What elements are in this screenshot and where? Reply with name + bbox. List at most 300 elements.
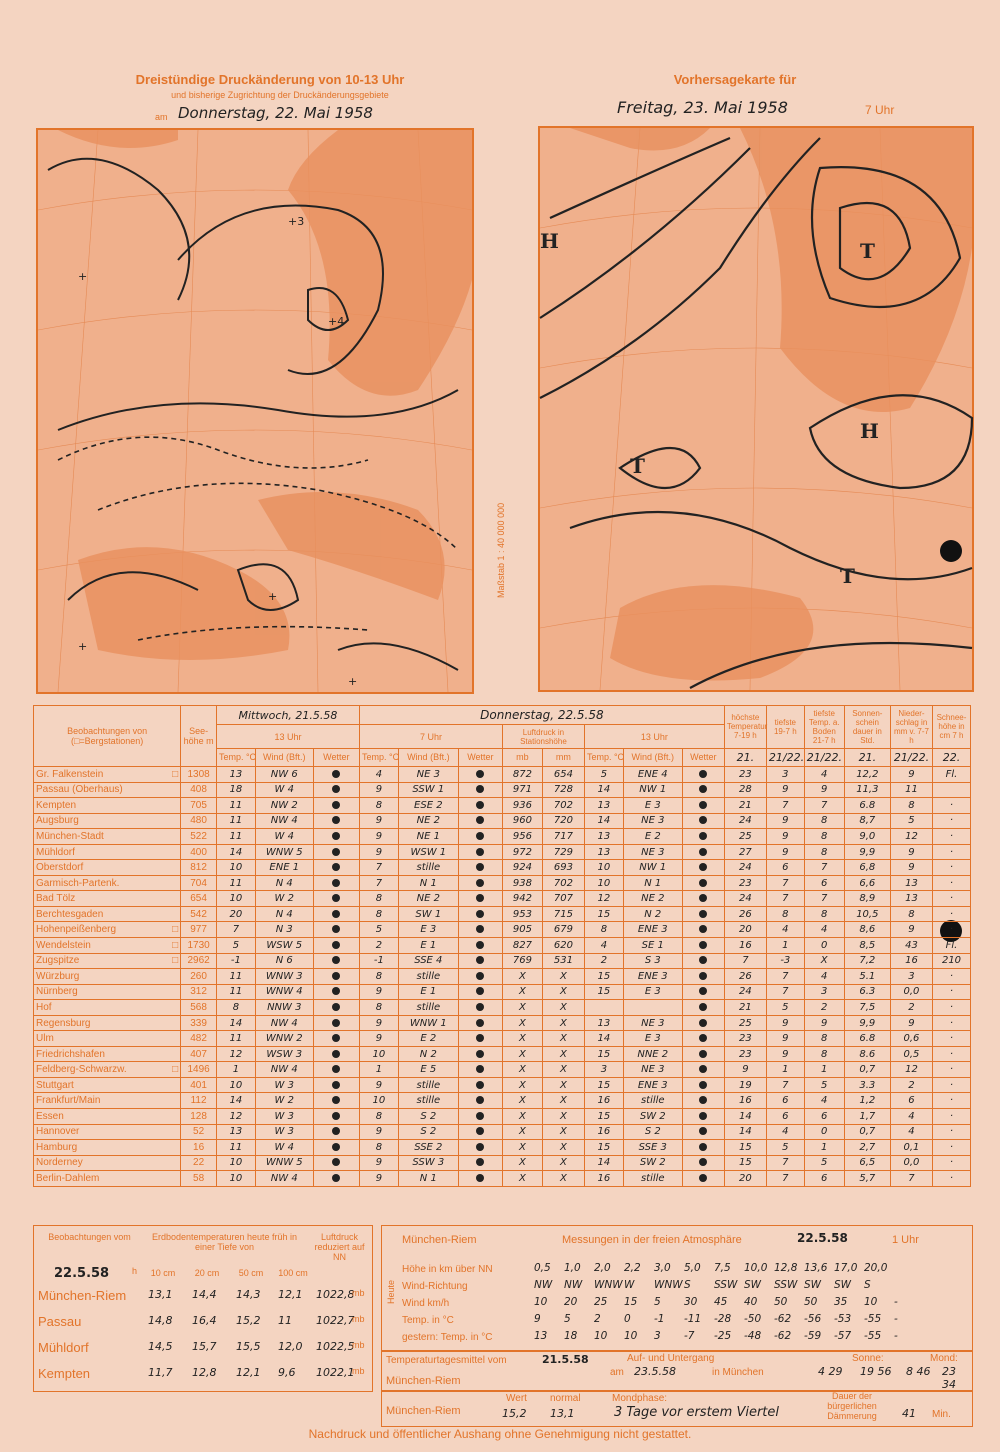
temp-day2-13h bbox=[584, 1000, 623, 1016]
weather-symbol-icon bbox=[332, 1081, 340, 1089]
moon-box-station: München-Riem bbox=[386, 1405, 461, 1417]
wind-day2-13h: ENE 3 bbox=[623, 969, 682, 985]
soil-temp-value: 12,0 bbox=[278, 1340, 303, 1353]
weather-day1 bbox=[313, 906, 359, 922]
wind-day2-7h: NE 2 bbox=[398, 813, 458, 829]
wind-day2-13h: E 3 bbox=[623, 1031, 682, 1047]
station-name-text: Zugspitze bbox=[36, 955, 80, 967]
temp-max: 19 bbox=[724, 1077, 766, 1093]
atmos-value: 13 bbox=[534, 1330, 548, 1342]
soil-station: München-Riem bbox=[38, 1288, 127, 1303]
atmos-value: SSW bbox=[774, 1279, 798, 1291]
temp-day1: 18 bbox=[216, 782, 255, 798]
temp-max: 15 bbox=[724, 1140, 766, 1156]
weather-symbol-icon bbox=[332, 1158, 340, 1166]
temp-day2-13h: 12 bbox=[584, 891, 623, 907]
temp-day2-7h: 8 bbox=[359, 798, 398, 814]
table-row bbox=[34, 1046, 971, 1062]
weather-day2-13h bbox=[682, 969, 724, 985]
station-elevation: 401 bbox=[181, 1077, 217, 1093]
temp-min: 8 bbox=[766, 906, 804, 922]
weather-symbol-icon bbox=[699, 987, 707, 995]
weather-symbol-icon bbox=[332, 956, 340, 964]
sunshine: 2,7 bbox=[844, 1140, 890, 1156]
weather-day2-13h bbox=[682, 1062, 724, 1078]
weather-day2-13h bbox=[682, 1000, 724, 1016]
pressure-mb: X bbox=[502, 1046, 542, 1062]
temp-day2-7h: 9 bbox=[359, 829, 398, 845]
moon-phase-label: Mondphase: bbox=[612, 1393, 668, 1404]
observations-body bbox=[34, 767, 971, 1187]
table-row bbox=[34, 906, 971, 922]
temp-day2-7h: 7 bbox=[359, 875, 398, 891]
weather-symbol-icon bbox=[699, 848, 707, 856]
weather-day2-7h bbox=[458, 938, 502, 954]
temp-day2-13h: 15 bbox=[584, 1077, 623, 1093]
weather-day1 bbox=[313, 1124, 359, 1140]
table-row bbox=[34, 875, 971, 891]
weather-symbol-icon bbox=[699, 832, 707, 840]
temp-max: 27 bbox=[724, 844, 766, 860]
header-tmax: höchste Temperatur 7-19 h bbox=[724, 706, 766, 749]
soil-temp-value: 12,1 bbox=[278, 1288, 303, 1301]
pressure-mb: X bbox=[502, 984, 542, 1000]
weather-day1 bbox=[313, 1031, 359, 1047]
pressure-mb: 936 bbox=[502, 798, 542, 814]
atmos-value: 9 bbox=[534, 1313, 541, 1325]
snow-depth: · bbox=[933, 798, 971, 814]
weather-day2-7h bbox=[458, 1155, 502, 1171]
temp-min: 6 bbox=[766, 1109, 804, 1125]
weather-day1 bbox=[313, 1155, 359, 1171]
moon-set: 23 34 bbox=[942, 1365, 956, 1391]
temp-min: 1 bbox=[766, 1062, 804, 1078]
soil-pressure-value: 1022,5 bbox=[316, 1340, 355, 1353]
station-name bbox=[34, 922, 181, 938]
temp-min: 4 bbox=[766, 922, 804, 938]
weather-symbol-icon bbox=[476, 816, 484, 824]
precipitation: 4 bbox=[890, 1109, 932, 1125]
wind-day2-7h: E 2 bbox=[398, 1031, 458, 1047]
wind-day2-7h: WSW 1 bbox=[398, 844, 458, 860]
temp-day2-13h: 10 bbox=[584, 860, 623, 876]
station-elevation: 1730 bbox=[181, 938, 217, 954]
temp-day1: 11 bbox=[216, 984, 255, 1000]
station-name: Frankfurt/Main bbox=[34, 1093, 181, 1109]
wind-day1: NW 6 bbox=[255, 767, 313, 783]
pressure-mm: X bbox=[542, 1124, 584, 1140]
temp-max: 21 bbox=[724, 1000, 766, 1016]
right-map-title: Vorhersagekarte für bbox=[673, 72, 797, 87]
weather-day2-7h bbox=[458, 860, 502, 876]
weather-day1 bbox=[313, 860, 359, 876]
weather-symbol-icon bbox=[476, 972, 484, 980]
temp-max: 25 bbox=[724, 829, 766, 845]
temp-day1: 10 bbox=[216, 1171, 255, 1187]
atmos-value: 10 bbox=[864, 1296, 878, 1308]
wind-day2-7h: SSE 2 bbox=[398, 1140, 458, 1156]
table-row bbox=[34, 1077, 971, 1093]
soil-depth-header: 100 cm bbox=[278, 1268, 308, 1278]
temp-ground: 8 bbox=[804, 844, 844, 860]
weather-symbol-icon bbox=[332, 894, 340, 902]
pressure-mb: 769 bbox=[502, 953, 542, 969]
wind-day1: W 2 bbox=[255, 1093, 313, 1109]
weather-symbol-icon bbox=[476, 894, 484, 902]
temp-ground: 4 bbox=[804, 922, 844, 938]
atmos-value: 17,0 bbox=[834, 1262, 858, 1274]
wind-day2-7h: E 1 bbox=[398, 938, 458, 954]
precipitation: 0,6 bbox=[890, 1031, 932, 1047]
station-elevation: 312 bbox=[181, 984, 217, 1000]
station-elevation: 407 bbox=[181, 1046, 217, 1062]
table-row bbox=[34, 844, 971, 860]
pressure-mm: X bbox=[542, 1062, 584, 1078]
weather-symbol-icon bbox=[332, 1003, 340, 1011]
wind-day1: W 3 bbox=[255, 1077, 313, 1093]
weather-symbol-icon bbox=[699, 770, 707, 778]
temp-min: 7 bbox=[766, 891, 804, 907]
wind-day2-7h: NE 3 bbox=[398, 767, 458, 783]
soil-depth-header: 50 cm bbox=[238, 1268, 264, 1278]
weather-day2-13h bbox=[682, 1046, 724, 1062]
precipitation: 13 bbox=[890, 891, 932, 907]
temp-day2-13h: 4 bbox=[584, 938, 623, 954]
tagesmittel-label: Temperaturtagesmittel vom bbox=[386, 1355, 507, 1366]
sunshine: 10,5 bbox=[844, 906, 890, 922]
weather-symbol-icon bbox=[476, 801, 484, 809]
weather-day2-7h bbox=[458, 782, 502, 798]
pressure-mb: X bbox=[502, 1155, 542, 1171]
weather-symbol-icon bbox=[332, 941, 340, 949]
pressure-mm: X bbox=[542, 1015, 584, 1031]
temp-min: 9 bbox=[766, 1046, 804, 1062]
temp-day1: 8 bbox=[216, 1000, 255, 1016]
pressure-mb: X bbox=[502, 1109, 542, 1125]
weather-day2-13h bbox=[682, 922, 724, 938]
weather-symbol-icon bbox=[332, 1143, 340, 1151]
mountain-station-marker: □ bbox=[172, 768, 179, 780]
weather-day2-7h bbox=[458, 1093, 502, 1109]
weather-day2-13h bbox=[682, 813, 724, 829]
temp-day2-13h: 13 bbox=[584, 844, 623, 860]
weather-day2-7h bbox=[458, 922, 502, 938]
weather-symbol-icon bbox=[476, 1003, 484, 1011]
station-name: Bad Tölz bbox=[34, 891, 181, 907]
atmos-value: 10 bbox=[594, 1330, 608, 1342]
station-name-text: Wendelstein bbox=[36, 939, 91, 951]
mountain-station-marker: □ bbox=[172, 955, 179, 967]
soil-pressure-unit: mb bbox=[352, 1314, 365, 1324]
wind-day2-7h: stille bbox=[398, 1000, 458, 1016]
svg-text:+: + bbox=[78, 640, 88, 653]
weather-symbol-icon bbox=[476, 1050, 484, 1058]
atmos-value: 18 bbox=[564, 1330, 578, 1342]
pressure-mm: X bbox=[542, 1031, 584, 1047]
weather-day1 bbox=[313, 1093, 359, 1109]
weather-symbol-icon bbox=[332, 987, 340, 995]
soil-pressure-value: 1022,8 bbox=[316, 1288, 355, 1301]
precipitation: 0,5 bbox=[890, 1046, 932, 1062]
weather-day1 bbox=[313, 767, 359, 783]
table-row bbox=[34, 969, 971, 985]
atmos-value: -62 bbox=[774, 1313, 792, 1325]
table-row bbox=[34, 938, 971, 954]
temp-min: 3 bbox=[766, 767, 804, 783]
wind-day2-13h: NNE 2 bbox=[623, 1046, 682, 1062]
snow-depth: · bbox=[933, 813, 971, 829]
temp-ground: 6 bbox=[804, 875, 844, 891]
pressure-mm: X bbox=[542, 1109, 584, 1125]
soil-temp-value: 15,7 bbox=[192, 1340, 217, 1353]
atmos-value: 20,0 bbox=[864, 1262, 888, 1274]
header-d2122c: 21/22. bbox=[890, 748, 932, 766]
pressure-mm: 715 bbox=[542, 906, 584, 922]
temp-ground: 8 bbox=[804, 829, 844, 845]
wind-day2-7h: NE 1 bbox=[398, 829, 458, 845]
wind-day2-7h: NE 2 bbox=[398, 891, 458, 907]
sunshine: 8.6 bbox=[844, 1046, 890, 1062]
atmos-value: WNW bbox=[654, 1279, 683, 1291]
temp-day2-13h: 3 bbox=[584, 1062, 623, 1078]
station-name: Passau (Oberhaus) bbox=[34, 782, 181, 798]
pressure-mb: 827 bbox=[502, 938, 542, 954]
temp-day1: 10 bbox=[216, 1077, 255, 1093]
sunshine: 3.3 bbox=[844, 1077, 890, 1093]
soil-temp-value: 14,4 bbox=[192, 1288, 217, 1301]
precipitation: 12 bbox=[890, 1062, 932, 1078]
snow-depth: · bbox=[933, 1015, 971, 1031]
atmos-value: 12,8 bbox=[774, 1262, 798, 1274]
sun-mond-label: Mond: bbox=[930, 1353, 958, 1364]
weather-symbol-icon bbox=[699, 894, 707, 902]
temp-day1: 11 bbox=[216, 798, 255, 814]
temp-day2-13h: 15 bbox=[584, 1109, 623, 1125]
wind-day2-7h: stille bbox=[398, 969, 458, 985]
temp-max: 14 bbox=[724, 1124, 766, 1140]
station-name: Kempten bbox=[34, 798, 181, 814]
temp-max: 23 bbox=[724, 1031, 766, 1047]
weather-day1 bbox=[313, 1109, 359, 1125]
weather-symbol-icon bbox=[332, 879, 340, 887]
weather-day2-7h bbox=[458, 953, 502, 969]
weather-symbol-icon bbox=[476, 941, 484, 949]
wind-day1: NW 4 bbox=[255, 1015, 313, 1031]
svg-text:T: T bbox=[630, 454, 645, 478]
weather-day2-13h bbox=[682, 938, 724, 954]
atmos-value: - bbox=[894, 1330, 898, 1342]
wind-day1: W 4 bbox=[255, 1140, 313, 1156]
weather-symbol-icon bbox=[476, 925, 484, 933]
pressure-mb: X bbox=[502, 1140, 542, 1156]
wind-day2-7h: E 3 bbox=[398, 922, 458, 938]
temp-day2-13h: 16 bbox=[584, 1124, 623, 1140]
weather-symbol-icon bbox=[476, 1065, 484, 1073]
weather-day2-7h bbox=[458, 767, 502, 783]
weather-day2-7h bbox=[458, 798, 502, 814]
weather-symbol-icon bbox=[332, 1096, 340, 1104]
temp-day1: 10 bbox=[216, 891, 255, 907]
atmos-value: 3 bbox=[654, 1330, 661, 1342]
sunshine: 6,6 bbox=[844, 875, 890, 891]
weather-symbol-icon bbox=[476, 770, 484, 778]
temp-day2-7h: 9 bbox=[359, 782, 398, 798]
weather-symbol-icon bbox=[332, 1174, 340, 1182]
snow-depth: Fl. bbox=[933, 938, 971, 954]
pressure-mb: 972 bbox=[502, 844, 542, 860]
temp-day2-7h: -1 bbox=[359, 953, 398, 969]
temp-ground: 8 bbox=[804, 1031, 844, 1047]
weather-day2-13h bbox=[682, 1015, 724, 1031]
precipitation: 8 bbox=[890, 798, 932, 814]
temp-day2-7h: 7 bbox=[359, 860, 398, 876]
pressure-mm: 707 bbox=[542, 891, 584, 907]
wind-day1: W 2 bbox=[255, 891, 313, 907]
svg-text:+: + bbox=[268, 590, 278, 603]
atmos-value: -56 bbox=[804, 1313, 822, 1325]
snow-depth: · bbox=[933, 1062, 971, 1078]
soil-temp-value: 15,2 bbox=[236, 1314, 261, 1327]
pressure-mm: 717 bbox=[542, 829, 584, 845]
wind-day2-13h: ENE 3 bbox=[623, 922, 682, 938]
station-name: Hof bbox=[34, 1000, 181, 1016]
weather-symbol-icon bbox=[476, 879, 484, 887]
svg-text:T: T bbox=[860, 239, 875, 263]
pressure-mb: X bbox=[502, 1077, 542, 1093]
weather-symbol-icon bbox=[332, 1112, 340, 1120]
station-name: Würzburg bbox=[34, 969, 181, 985]
temp-ground: 6 bbox=[804, 1171, 844, 1187]
atmos-value: -57 bbox=[834, 1330, 852, 1342]
wind-day2-13h: NE 2 bbox=[623, 891, 682, 907]
atmos-value: - bbox=[894, 1313, 898, 1325]
temp-day1: 11 bbox=[216, 1031, 255, 1047]
moon-box bbox=[381, 1390, 973, 1427]
precipitation: 9 bbox=[890, 860, 932, 876]
weather-symbol-icon bbox=[332, 1065, 340, 1073]
station-elevation: 408 bbox=[181, 782, 217, 798]
weather-symbol-icon bbox=[699, 1034, 707, 1042]
station-elevation: 480 bbox=[181, 813, 217, 829]
atmos-value: 50 bbox=[804, 1296, 818, 1308]
temp-day1: 10 bbox=[216, 1155, 255, 1171]
atmos-value: 15 bbox=[624, 1296, 638, 1308]
atmos-heute-label: Heute bbox=[386, 1279, 396, 1304]
station-elevation: 52 bbox=[181, 1124, 217, 1140]
wind-day2-13h: S 3 bbox=[623, 953, 682, 969]
atmos-title: Messungen in der freien Atmosphäre bbox=[562, 1234, 742, 1246]
atmos-value: -59 bbox=[804, 1330, 822, 1342]
station-name: Norderney bbox=[34, 1155, 181, 1171]
temp-day1: 11 bbox=[216, 813, 255, 829]
header-temp1: Temp. °C bbox=[216, 748, 255, 766]
precipitation: 8 bbox=[890, 906, 932, 922]
wind-day1: NW 2 bbox=[255, 798, 313, 814]
atmos-value: 5,0 bbox=[684, 1262, 701, 1274]
station-elevation: 482 bbox=[181, 1031, 217, 1047]
temp-day1: -1 bbox=[216, 953, 255, 969]
table-row bbox=[34, 829, 971, 845]
temp-ground: 7 bbox=[804, 798, 844, 814]
wind-day2-7h: E 1 bbox=[398, 984, 458, 1000]
temp-min: 7 bbox=[766, 1171, 804, 1187]
twilight-value: 41 bbox=[902, 1407, 916, 1420]
pressure-mb: 938 bbox=[502, 875, 542, 891]
weather-day1 bbox=[313, 891, 359, 907]
wind-day2-13h: NE 3 bbox=[623, 1062, 682, 1078]
temp-max: 20 bbox=[724, 1171, 766, 1187]
pressure-mm: 693 bbox=[542, 860, 584, 876]
weather-symbol-icon bbox=[476, 1034, 484, 1042]
precipitation: 4 bbox=[890, 1124, 932, 1140]
temp-max: 28 bbox=[724, 782, 766, 798]
soil-pressure-title: Luftdruck reduziert auf NN bbox=[314, 1232, 365, 1262]
wind-day1: N 4 bbox=[255, 875, 313, 891]
station-name: Oberstdorf bbox=[34, 860, 181, 876]
temp-day1: 14 bbox=[216, 1015, 255, 1031]
moon-phase: 3 Tage vor erstem Viertel bbox=[614, 1405, 780, 1420]
temp-day1: 20 bbox=[216, 906, 255, 922]
temp-day2-13h: 15 bbox=[584, 969, 623, 985]
atmos-value: 0,5 bbox=[534, 1262, 551, 1274]
temp-day2-7h: 8 bbox=[359, 1140, 398, 1156]
atmos-row-label: Wind km/h bbox=[402, 1298, 450, 1309]
atmos-value: 10 bbox=[624, 1330, 638, 1342]
pressure-mb: X bbox=[502, 1124, 542, 1140]
precipitation: 9 bbox=[890, 767, 932, 783]
temp-min: 6 bbox=[766, 1093, 804, 1109]
wind-day2-13h: SE 1 bbox=[623, 938, 682, 954]
station-name-text: Hohenpeißenberg bbox=[36, 924, 117, 936]
station-name: Stuttgart bbox=[34, 1077, 181, 1093]
moon-rise: 8 46 bbox=[906, 1365, 931, 1378]
wind-day2-7h: S 2 bbox=[398, 1109, 458, 1125]
weather-day1 bbox=[313, 1171, 359, 1187]
temp-day2-13h: 16 bbox=[584, 1093, 623, 1109]
temp-day2-7h: 5 bbox=[359, 922, 398, 938]
station-elevation: 522 bbox=[181, 829, 217, 845]
temp-max: 23 bbox=[724, 767, 766, 783]
temp-ground: 0 bbox=[804, 938, 844, 954]
sunshine: 5,7 bbox=[844, 1171, 890, 1187]
wind-day2-13h: N 2 bbox=[623, 906, 682, 922]
sunshine: 9,0 bbox=[844, 829, 890, 845]
table-row bbox=[34, 767, 971, 783]
wind-day2-13h: E 3 bbox=[623, 798, 682, 814]
temp-min: 4 bbox=[766, 1124, 804, 1140]
wind-day1: WNW 3 bbox=[255, 969, 313, 985]
normal-value: 13,1 bbox=[550, 1407, 575, 1420]
soil-depth-header: 20 cm bbox=[194, 1268, 220, 1278]
snow-depth: · bbox=[933, 906, 971, 922]
snow-depth: · bbox=[933, 1077, 971, 1093]
soil-date: 22.5.58 bbox=[54, 1266, 110, 1281]
wind-day1: NW 4 bbox=[255, 1171, 313, 1187]
wind-day2-7h: SSW 3 bbox=[398, 1155, 458, 1171]
weather-day2-13h bbox=[682, 782, 724, 798]
snow-depth: · bbox=[933, 1093, 971, 1109]
precipitation: 5 bbox=[890, 813, 932, 829]
mountain-station-marker: □ bbox=[172, 939, 179, 951]
soil-box bbox=[33, 1225, 373, 1392]
temp-min: 7 bbox=[766, 798, 804, 814]
header-d21: 21. bbox=[724, 748, 766, 766]
weather-symbol-icon bbox=[476, 1143, 484, 1151]
weather-day2-13h bbox=[682, 1155, 724, 1171]
temp-day2-13h: 13 bbox=[584, 798, 623, 814]
soil-pressure-value: 1022,1 bbox=[316, 1366, 355, 1379]
station-elevation: 542 bbox=[181, 906, 217, 922]
